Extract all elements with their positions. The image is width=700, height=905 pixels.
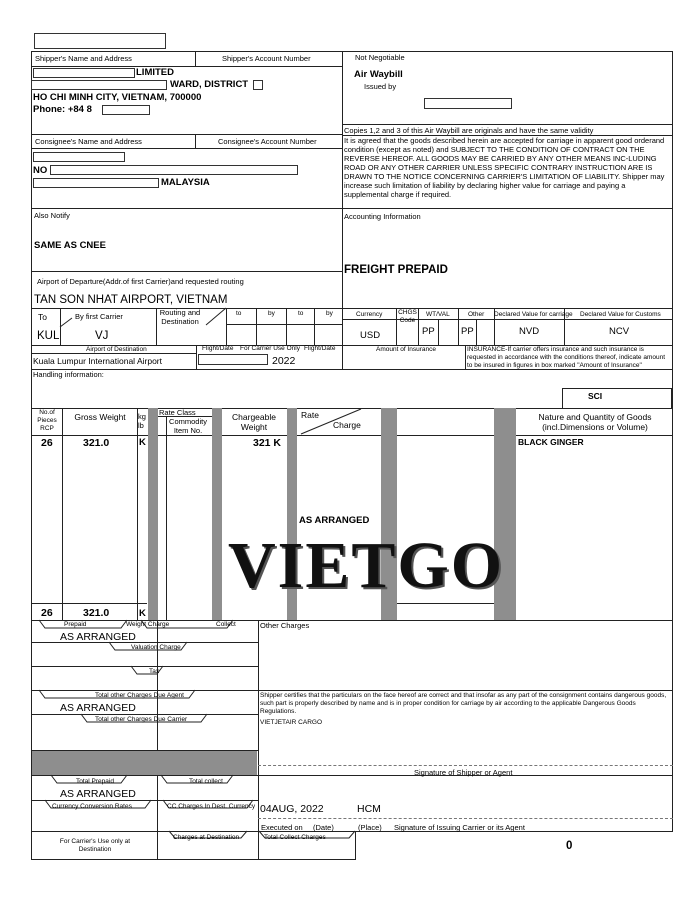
- executed-date: 04AUG, 2022: [260, 803, 324, 815]
- handling-label: Handling information:: [33, 370, 104, 379]
- sci-value: SCI: [588, 391, 603, 401]
- shipper-line2: WARD, DISTRICT: [170, 79, 249, 90]
- goods-description: BLACK GINGER: [518, 437, 584, 447]
- total-prepaid-value: AS ARRANGED: [60, 788, 136, 800]
- total-pieces: 26: [41, 607, 53, 619]
- consignee-country: MALAYSIA: [161, 177, 210, 188]
- decl-carriage-value: NVD: [519, 326, 540, 337]
- consignee-label: Consignee's Name and Address: [35, 137, 142, 146]
- notify-label: Also Notify: [34, 211, 70, 220]
- to-label: To: [38, 312, 47, 322]
- vietgo-watermark: VIETGO: [228, 529, 505, 602]
- shipper-line1: LIMITED: [136, 67, 174, 78]
- total-gross: 321.0: [83, 607, 110, 619]
- carrier-value: VJ: [95, 330, 109, 342]
- shipper-line3: HO CHI MINH CITY, VIETNAM, 700000: [33, 92, 202, 103]
- departure-value: TAN SON NHAT AIRPORT, VIETNAM: [34, 294, 228, 306]
- notify-value: SAME AS CNEE: [34, 240, 106, 251]
- to-slash: [60, 318, 74, 328]
- consignee-no: NO: [33, 165, 48, 176]
- issuer-field: [424, 98, 512, 109]
- weight-charge-value: AS ARRANGED: [60, 631, 136, 643]
- decl-customs-value: NCV: [609, 326, 630, 337]
- shipper-account-label: Shipper's Account Number: [222, 54, 311, 63]
- currency-value: USD: [360, 330, 381, 341]
- executed-place: HCM: [357, 803, 381, 815]
- to-value: KUL: [37, 330, 60, 342]
- flight-date-value: 2022: [272, 355, 296, 367]
- accounting-label: Accounting Information: [344, 212, 421, 221]
- total-unit: K: [139, 608, 146, 619]
- routing-label: Routing and Destination: [159, 308, 201, 326]
- not-negotiable: Not Negotiable: [355, 53, 405, 62]
- pieces-value: 26: [41, 437, 53, 449]
- other-agent-value: AS ARRANGED: [60, 702, 136, 714]
- gross-value: 321.0: [83, 437, 110, 449]
- destination-value: Kuala Lumpur International Airport: [33, 356, 162, 366]
- conditions-text: It is agreed that the goods described herein are accepted for carriage in apparent good orderand condition (except as noted) and SUBJECT TO THE CONDITION OF CONTRACT ON THE REVERSE HEREOF. ALL GOODS MAY BE CARRIED BY ANY OTHER MEANS INC-LUDING ROAD OR ANY OTHER CARRIER UNLESS SPECIFIC CONTRARY INSTRUCTION ARE IS DRAWN TO THE NOTICE CONCERNING CARRIER'S LIMITATION OF LIABILITY. Shipper may increase such limitation of liability by declaring higher value for carriage and paying a supplemental charge if required.: [344, 136, 665, 199]
- insurance-note: INSURANCE-If carrier offers insurance and such insurance is requested in accordance with the conditions thereof, indicate amount to be insured in figures in box marked "Amount of Insurance": [467, 346, 666, 369]
- signature-shipper: Signature of Shipper or Agent: [414, 768, 513, 777]
- other-charges-label: Other Charges: [260, 621, 310, 630]
- shipper-label: Shipper's Name and Address: [35, 54, 132, 63]
- accounting-value: FREIGHT PREPAID: [344, 264, 448, 276]
- certification-agent: VIETJETAIR CARGO: [260, 719, 322, 726]
- consignee-account-label: Consignee's Account Number: [218, 137, 317, 146]
- rate-value: AS ARRANGED: [299, 515, 370, 526]
- shipper-phone: Phone: +84 8: [33, 104, 92, 115]
- sci-box: [562, 388, 672, 409]
- issued-by: Issued by: [364, 82, 397, 91]
- total-collect-number: 0: [566, 840, 573, 852]
- certification-text: Shipper certifies that the particulars on the face hereof are correct and that insofar as any part of the consignment contains dangerous goods, such part is properly described by name and is in proper condition for carriage by air according to the applicable Dangerous Goods Regulations.: [260, 692, 667, 715]
- signature-carrier: Signature of Issuing Carrier or its Agent: [394, 823, 525, 832]
- chargeable-value: 321 K: [253, 437, 282, 449]
- unit-value: K: [139, 437, 146, 448]
- awb-number-field: [34, 33, 166, 49]
- departure-label: Airport of Departure(Addr.of first Carrier)and requested routing: [37, 277, 244, 286]
- first-carrier-label: By first Carrier: [75, 312, 123, 321]
- awb-title: Air Waybill: [354, 69, 403, 80]
- copies-note: Copies 1,2 and 3 of this Air Waybill are originals and have the same validity: [344, 126, 594, 135]
